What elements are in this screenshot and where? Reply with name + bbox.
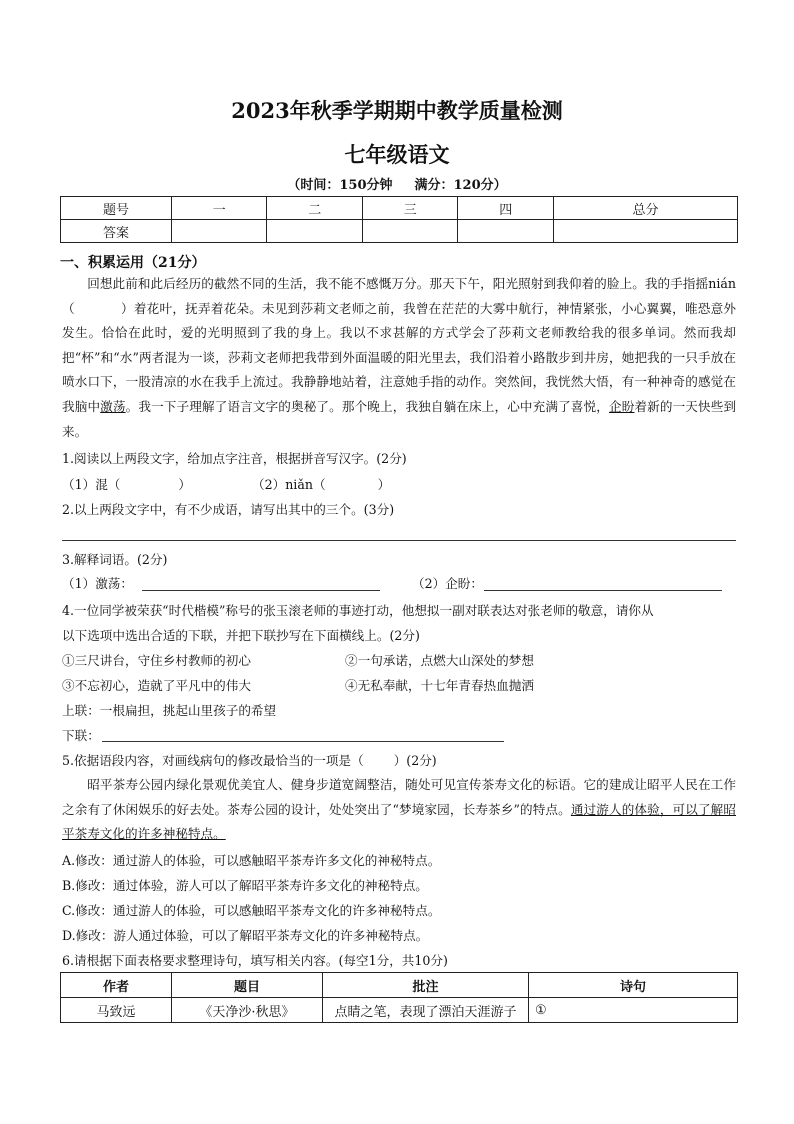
- choice-a[interactable]: A.修改：通过游人的体验，可以感触昭平茶寿许多文化的神秘特点。: [62, 853, 441, 868]
- answer-cell[interactable]: [172, 220, 267, 243]
- question-1: 1.阅读以上两段文字，给加点字注音，根据拼音写汉字。(2分): [62, 451, 407, 466]
- header-cell: 作者: [61, 973, 172, 998]
- q5-stem: ）(2分): [393, 753, 437, 768]
- upper-couplet: 上联：一根扁担，挑起山里孩子的希望: [62, 703, 277, 718]
- note-cell: 点睛之笔，表现了漂泊天涯游子: [323, 998, 529, 1023]
- subject-title: 七年级语文: [344, 142, 450, 167]
- underlined-word: 企盼: [608, 398, 635, 414]
- q1-label: （1）混（: [62, 477, 121, 492]
- score-cell: 三: [362, 197, 457, 220]
- choice-c[interactable]: C.修改：通过游人的体验，可以感触昭平茶寿文化的许多神秘特点。: [62, 903, 441, 918]
- question-4: 4.一位同学被荣获“时代楷模”称号的张玉滚老师的事迹打动，他想拟一副对联表达对张老师的敬意，请你从: [62, 603, 654, 618]
- q1-label: ）: [178, 477, 191, 492]
- score-cell: 题号: [61, 197, 172, 220]
- full-score: 满分：120分）: [414, 178, 507, 193]
- q1-label: （2）niǎn（: [252, 477, 326, 492]
- passage-text: 着新的一天快些到来。: [62, 398, 737, 439]
- option-4: ④无私奉献，十七年青春热血抛洒: [345, 678, 534, 693]
- score-cell: 一: [172, 197, 267, 220]
- underlined-word: 激荡: [100, 398, 126, 414]
- lower-couplet-label: 下联：: [62, 728, 100, 743]
- answer-line[interactable]: [142, 590, 380, 591]
- verse-cell[interactable]: ①: [529, 998, 738, 1023]
- question-4-cont: 以下选项中选出合适的下联，并把下联抄写在下面横线上。(2分): [62, 628, 420, 643]
- answer-cell[interactable]: [362, 220, 457, 243]
- passage-text: 回想此前和此后经历的截然不同的生活，我不能不感慨万分。那天下午，阳光照射到我仰着的脸上。我的手指摇nián（: [62, 276, 736, 316]
- answer-cell[interactable]: [267, 220, 362, 243]
- score-cell: 答案: [61, 220, 172, 243]
- answer-cell[interactable]: [553, 220, 737, 243]
- score-cell: 总分: [553, 197, 737, 220]
- option-3: ③不忘初心，造就了平凡中的伟大: [62, 678, 251, 693]
- answer-line[interactable]: [484, 590, 722, 591]
- author-cell: 马致远: [61, 998, 172, 1023]
- exam-info: [0, 174, 794, 193]
- q1-label: ）: [377, 477, 391, 492]
- answer-cell[interactable]: [458, 220, 553, 243]
- poem-table: [60, 972, 738, 1023]
- choice-d[interactable]: D.修改：游人通过体验，可以了解昭平茶寿文化的许多神秘特点。: [62, 928, 429, 943]
- choice-b[interactable]: B.修改：通过体验，游人可以了解昭平茶寿许多文化的神秘特点。: [62, 878, 428, 893]
- q3-part-a: （1）激荡：: [62, 576, 133, 591]
- exam-title: 2023年秋季学期期中教学质量检测: [231, 98, 563, 123]
- header-cell: 题目: [172, 973, 323, 998]
- score-table-header-row: [61, 197, 738, 220]
- score-table-answer-row: [61, 220, 738, 243]
- score-cell: 四: [458, 197, 553, 220]
- question-2: 2.以上两段文字中，有不少成语，请写出其中的三个。(3分): [62, 502, 395, 517]
- passage-text: 昭平茶寿公园内绿化景观优美宜人、健身步道宽阔整洁，随处可见宣传茶寿文化的标语。它的建成让昭平人民在工作之余有了休闲娱乐的好去处。茶寿公园的设计，处处突出了“梦境家园，长寿茶乡”的特点。: [62, 777, 736, 817]
- q1-part-b: [252, 474, 390, 493]
- answer-line[interactable]: [62, 540, 736, 541]
- table-row: [61, 998, 738, 1023]
- question-5: [62, 750, 437, 769]
- q5-passage: [62, 773, 736, 847]
- question-6: 6.请根据下面表格要求整理诗句，填写相关内容。(每空1分，共10分): [62, 953, 448, 968]
- header-cell: 诗句: [529, 973, 738, 998]
- option-2: ②一句承诺，点燃大山深处的梦想: [345, 653, 534, 668]
- title-cell: 《天净沙·秋思》: [172, 998, 323, 1023]
- option-1: ①三尺讲台，守住乡村教师的初心: [62, 653, 251, 668]
- header-cell: 批注: [323, 973, 529, 998]
- score-cell: 二: [267, 197, 362, 220]
- q5-stem: 5.依据语段内容，对画线病句的修改最恰当的一项是（: [62, 753, 364, 768]
- reading-passage: [62, 272, 736, 444]
- time-limit: （时间：150分钟: [287, 178, 393, 193]
- passage-text: ）着花叶，抚弄着花朵。未见到莎莉文老师之前，我曾在茫茫的大雾中航行，神情紧张，小心翼翼，唯恐意外发生。恰恰在此时，爱的光明照到了我的身上。我以不求甚解的方式学会了莎莉文老师教给我的很多单词。然而我却把“杯”和“水”两者混为一谈，莎莉文老师把我带到外面温暖的阳光里去，我们沿着小路散步到井房，她把我的一只手放在喷水口下，一股清凉的水在我手上流过。我静静地站着，注意她手指的动作。突然间，我恍然大悟，有一种神奇的感觉在我脑中: [62, 300, 737, 414]
- q3-part-b: （2）企盼：: [412, 576, 483, 591]
- answer-line[interactable]: [102, 741, 504, 742]
- section-heading: 一、积累运用（21分）: [60, 255, 206, 271]
- poem-table-header: [61, 973, 738, 998]
- q1-part-a: [62, 474, 191, 493]
- score-table: [60, 196, 738, 243]
- underlined-sentence: 通过游人的体验，可以了解昭平茶寿文化的许多神秘特点。: [62, 801, 736, 842]
- question-3: 3.解释词语。(2分): [62, 552, 168, 567]
- passage-text: 。我一下子理解了语言文字的奥秘了。那个晚上，我独自躺在床上，心中充满了喜悦，: [125, 398, 609, 414]
